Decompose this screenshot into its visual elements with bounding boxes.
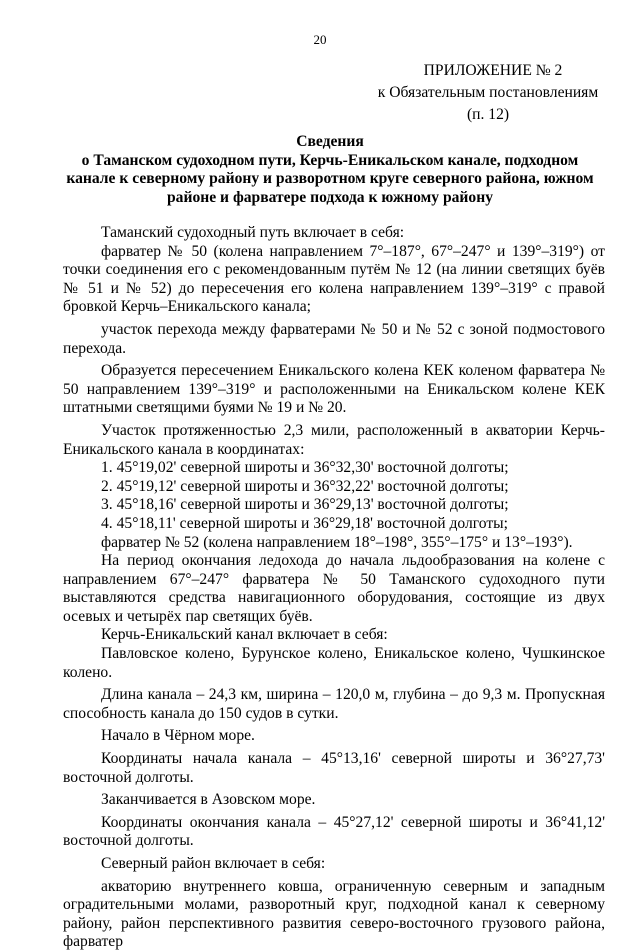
document-heading — [60, 133, 600, 207]
paragraph: На период окончания ледохода до начала льдообразования на колене с направлением 67°–247° фарватера № 50 Таманского судоходного пути выставляются средства навигационного оборудования, состоящие из двух осевых и четырёх пар светящих буёв. — [63, 552, 605, 625]
paragraph: участок перехода между фарватерами № 50 и № 52 с зоной подмостового перехода. — [63, 320, 605, 357]
paragraph: фарватер № 52 (колена направлением 18°–198°, 355°–175° и 13°–193°). — [101, 533, 573, 551]
paragraph: Образуется пересечением Еникальского колена КЕК коленом фарватера № 50 направлением 139°–319° и расположенными на Еникальском колене КЕК штатными светящими буями № 19 и № 20. — [63, 362, 605, 417]
document-body — [63, 224, 605, 952]
paragraph: Координаты начала канала – 45°13,16' северной широты и 36°27,73' восточной долготы. — [63, 750, 605, 786]
appendix-subtitle: к Обязательным постановлениям — [377, 84, 599, 101]
heading-title: Сведения — [296, 133, 364, 150]
paragraph: Керчь-Еникальский канал включает в себя: — [101, 626, 388, 644]
heading-subtitle: о Таманском судоходном пути, Керчь-Еникальском канале, подходном канале к северному району и разворотном круге северного района, южном районе и фарватере подхода к южному району — [66, 151, 594, 206]
paragraph: Павловское колено, Бурунское колено, Еникальское колено, Чушкинское колено. — [63, 645, 605, 681]
appendix-block — [373, 60, 603, 126]
paragraph: Северный район включает в себя: — [101, 855, 326, 872]
coordinate-item: 2. 45°19,12' северной широты и 36°32,22' восточной долготы; — [101, 477, 509, 495]
paragraph: акваторию внутреннего ковша, ограниченную северным и западным оградительными молами, разворотный круг, подходной канал к северному району, район перспективного развития северо-восточного грузового района, фарватер — [63, 877, 605, 951]
coordinate-item: 4. 45°18,11' северной широты и 36°29,18' восточной долготы; — [101, 514, 508, 532]
paragraph: Участок протяженностью 2,3 мили, расположенный в акватории Керчь-Еникальского канала в координатах: — [63, 421, 605, 458]
paragraph: фарватер № 50 (колена направлением 7°–187°, 67°–247° и 139°–319°) от точки соединения его с рекомендованным путём № 12 (на линии светящих буёв № 51 и № 52) до пересечения его колена направлением 139°–319° с правой бровкой Керчь–Еникальского канала; — [63, 242, 605, 316]
appendix-clause: (п. 12) — [466, 106, 510, 123]
paragraph: Координаты окончания канала – 45°27,12' северной широты и 36°41,12' восточной долготы. — [63, 813, 605, 850]
paragraph: Начало в Чёрном море. — [101, 727, 255, 745]
coordinate-item: 1. 45°19,02' северной широты и 36°32,30' восточной долготы; — [101, 459, 509, 477]
paragraph: Заканчивается в Азовском море. — [101, 791, 316, 809]
appendix-title: ПРИЛОЖЕНИЕ № 2 — [423, 62, 563, 79]
page-number: 20 — [313, 32, 327, 47]
paragraph: Длина канала – 24,3 км, ширина – 120,0 м, глубина – до 9,3 м. Пропускная способность канала до 150 судов в сутки. — [63, 686, 605, 722]
paragraph: Таманский судоходный путь включает в себя: — [101, 224, 405, 241]
coordinate-item: 3. 45°18,16' северной широты и 36°29,13' восточной долготы; — [101, 496, 509, 514]
